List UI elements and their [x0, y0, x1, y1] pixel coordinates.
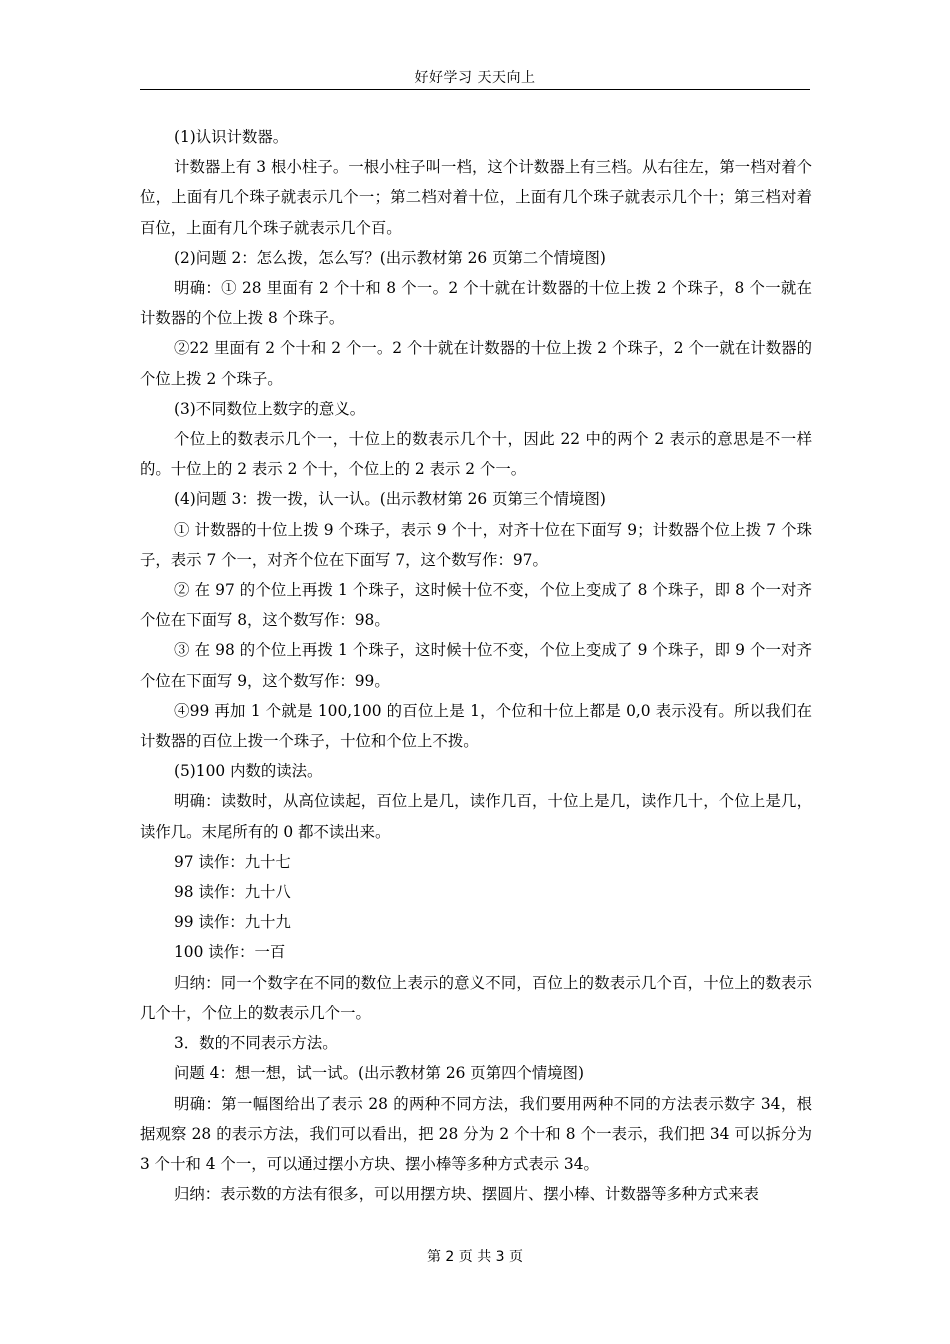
- paragraph: (4)问题 3：拨一拨，认一认。(出示教材第 26 页第三个情境图): [174, 490, 606, 509]
- page-footer: 第 2 页 共 3 页: [426, 1249, 524, 1265]
- paragraph: ④99 再加 1 个就是 100,100 的百位上是 1，个位和十位上都是 0,0 表示没有。所以我们在计数器的百位上拨一个珠子，十位和个位上不拨。: [140, 701, 812, 751]
- paragraph: 3．数的不同表示方法。: [174, 1034, 338, 1053]
- paragraph: 明确：读数时，从高位读起，百位上是几，读作几百，十位上是几，读作几十，个位上是几，读作几。末尾所有的 0 都不读出来。: [140, 792, 812, 841]
- paragraph: 98 读作：九十八: [174, 883, 291, 902]
- paragraph: 归纳：表示数的方法有很多，可以用摆方块、摆圆片、摆小棒、计数器等多种方式来表: [174, 1185, 759, 1204]
- paragraph: (5)100 内数的读法。: [174, 762, 323, 781]
- paragraph: 99 读作：九十九: [174, 913, 291, 932]
- header-divider: [140, 89, 810, 90]
- paragraph: ②22 里面有 2 个十和 2 个一。2 个十就在计数器的十位上拨 2 个珠子，2 个一就在计数器的个位上拨 2 个珠子。: [140, 339, 812, 388]
- document-body: [140, 122, 812, 1209]
- paragraph: (2)问题 2：怎么拨，怎么写？(出示教材第 26 页第二个情境图): [174, 248, 606, 267]
- paragraph: 归纳：同一个数字在不同的数位上表示的意义不同，百位上的数表示几个百，十位上的数表示几个十，个位上的数表示几个一。: [140, 973, 812, 1022]
- paragraph: ③ 在 98 的个位上再拨 1 个珠子，这时候十位不变，个位上变成了 9 个珠子，即 9 个一对齐个位在下面写 9，这个数写作：99。: [140, 641, 812, 690]
- paragraph: ① 计数器的十位上拨 9 个珠子，表示 9 个十，对齐十位在下面写 9；计数器个位上拨 7 个珠子，表示 7 个一，对齐个位在下面写 7，这个数写作：97。: [140, 520, 812, 569]
- paragraph: 明确：第一幅图给出了表示 28 的两种不同方法，我们要用两种不同的方法表示数字 34，根据观察 28 的表示方法，我们可以看出，把 28 分为 2 个十和 8 个一表示，我们把 34 可以拆分为 3 个十和 4 个一，可以通过摆小方块、摆小棒等多种方式表示 34。: [140, 1094, 812, 1173]
- paragraph: 97 读作：九十七: [174, 852, 291, 871]
- paragraph: ② 在 97 的个位上再拨 1 个珠子，这时候十位不变，个位上变成了 8 个珠子，即 8 个一对齐个位在下面写 8，这个数写作：98。: [140, 581, 812, 630]
- paragraph: (1)认识计数器。: [174, 128, 289, 146]
- paragraph: 100 读作：一百: [174, 943, 286, 962]
- paragraph: 个位上的数表示几个一，十位上的数表示几个十，因此 22 中的两个 2 表示的意思是不一样的。十位上的 2 表示 2 个十，个位上的 2 表示 2 个一。: [140, 430, 812, 479]
- paragraph: 明确：① 28 里面有 2 个十和 8 个一。2 个十就在计数器的十位上拨 2 个珠子，8 个一就在计数器的个位上拨 8 个珠子。: [140, 279, 812, 328]
- page-header: 好好学习 天天向上: [414, 70, 536, 86]
- paragraph: 问题 4：想一想，试一试。(出示教材第 26 页第四个情境图): [174, 1064, 585, 1083]
- paragraph: 计数器上有 3 根小柱子。一根小柱子叫一档，这个计数器上有三档。从右往左，第一档对着个位，上面有几个珠子就表示几个一；第二档对着十位，上面有几个珠子就表示几个十；第三档对着百位，上面有几个珠子就表示几个百。: [140, 158, 812, 237]
- paragraph: (3)不同数位上数字的意义。: [174, 399, 366, 418]
